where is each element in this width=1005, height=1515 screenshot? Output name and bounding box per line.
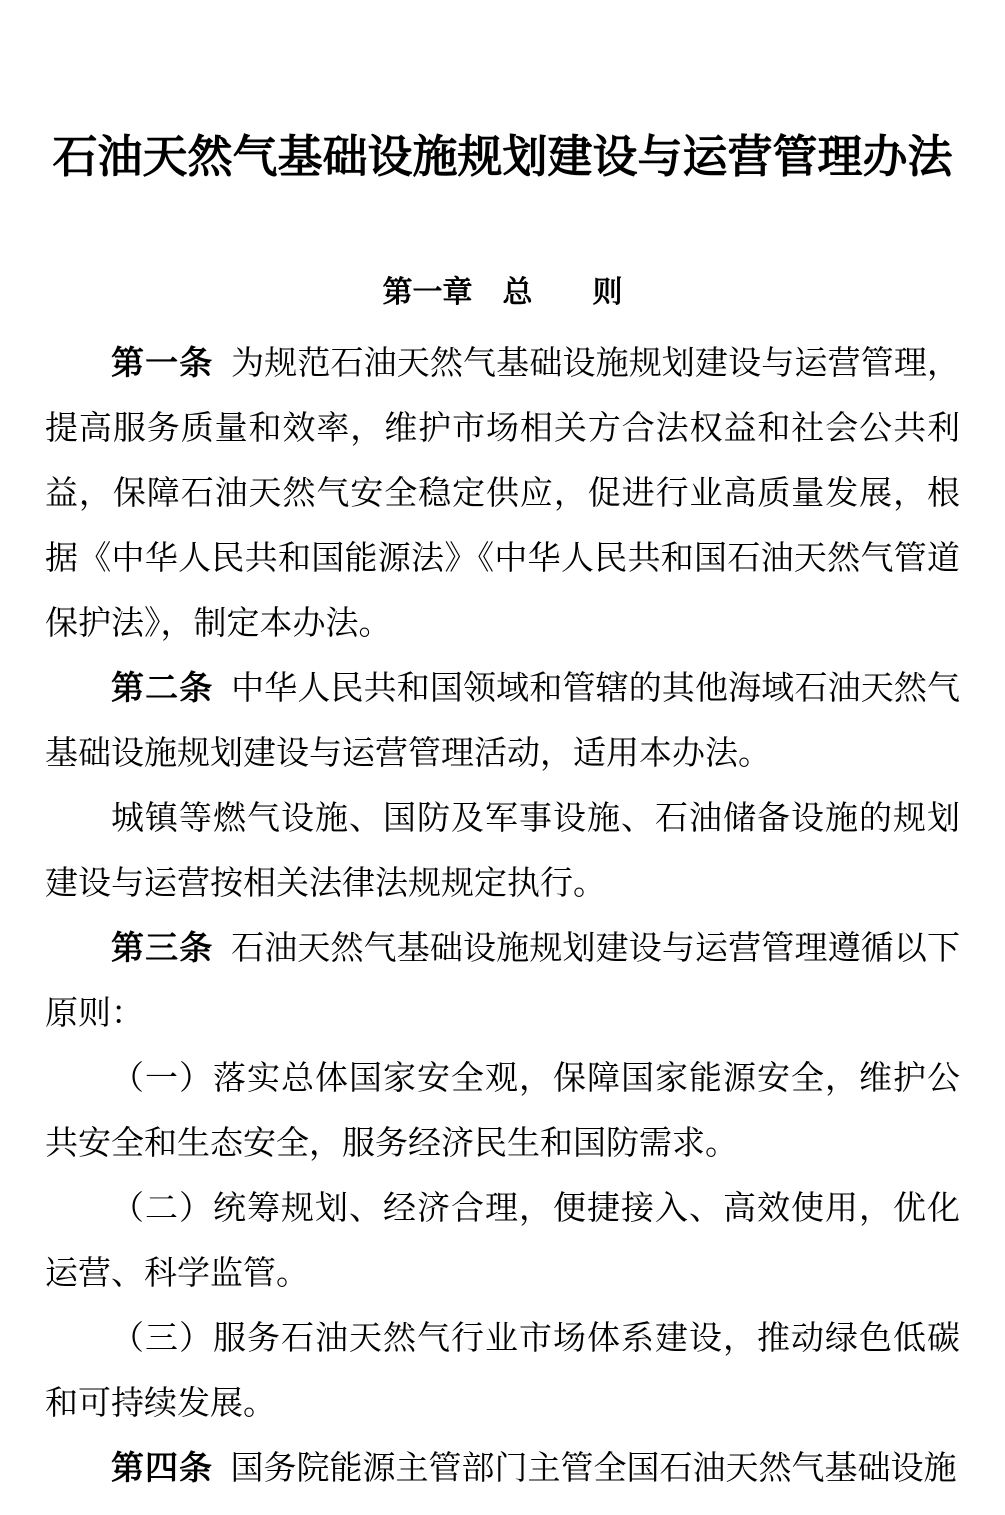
paragraph-principle-1 xyxy=(45,1045,960,1175)
paragraph-text: 为规范石油天然气基础设施规划建设与运营管理，提高服务质量和效率，维护市场相关方合法权益和社会公共利益，保障石油天然气安全稳定供应，促进行业高质量发展，根据《中华人民共和国能源法》《中华人民共和国石油天然气管道保护法》，制定本办法。 xyxy=(45,343,961,642)
article-number-label: 第一条 xyxy=(111,343,214,382)
paragraph-text: 国务院能源主管部门主管全国石油天然气基础设施 xyxy=(230,1448,957,1487)
article-number-label: 第二条 xyxy=(111,668,214,707)
document-body xyxy=(45,330,960,1500)
paragraph-text: （一）落实总体国家安全观，保障国家能源安全，维护公共安全和生态安全，服务经济民生和国防需求。 xyxy=(45,1058,960,1162)
paragraph-text: （二）统筹规划、经济合理，便捷接入、高效使用，优化运营、科学监管。 xyxy=(45,1188,960,1292)
paragraph-article-1 xyxy=(45,330,960,655)
paragraph-principle-2 xyxy=(45,1175,960,1305)
paragraph-principle-3 xyxy=(45,1305,960,1435)
paragraph-text: 中华人民共和国领域和管辖的其他海域石油天然气基础设施规划建设与运营管理活动，适用本办法。 xyxy=(45,668,961,772)
paragraph-article-2-continuation xyxy=(45,785,960,915)
paragraph-text: （三）服务石油天然气行业市场体系建设，推动绿色低碳和可持续发展。 xyxy=(45,1318,960,1422)
article-number-label: 第三条 xyxy=(111,928,214,967)
paragraph-text: 石油天然气基础设施规划建设与运营管理遵循以下原则： xyxy=(45,928,961,1032)
paragraph-text: 城镇等燃气设施、国防及军事设施、石油储备设施的规划建设与运营按相关法律法规规定执行。 xyxy=(45,798,960,902)
article-number-label: 第四条 xyxy=(111,1448,213,1487)
paragraph-article-4 xyxy=(45,1435,960,1500)
document-title: 石油天然气基础设施规划建设与运营管理办法 xyxy=(52,130,953,183)
paragraph-article-3 xyxy=(45,915,960,1045)
chapter-heading: 第一章 总 则 xyxy=(382,275,623,310)
paragraph-article-2 xyxy=(45,655,960,785)
